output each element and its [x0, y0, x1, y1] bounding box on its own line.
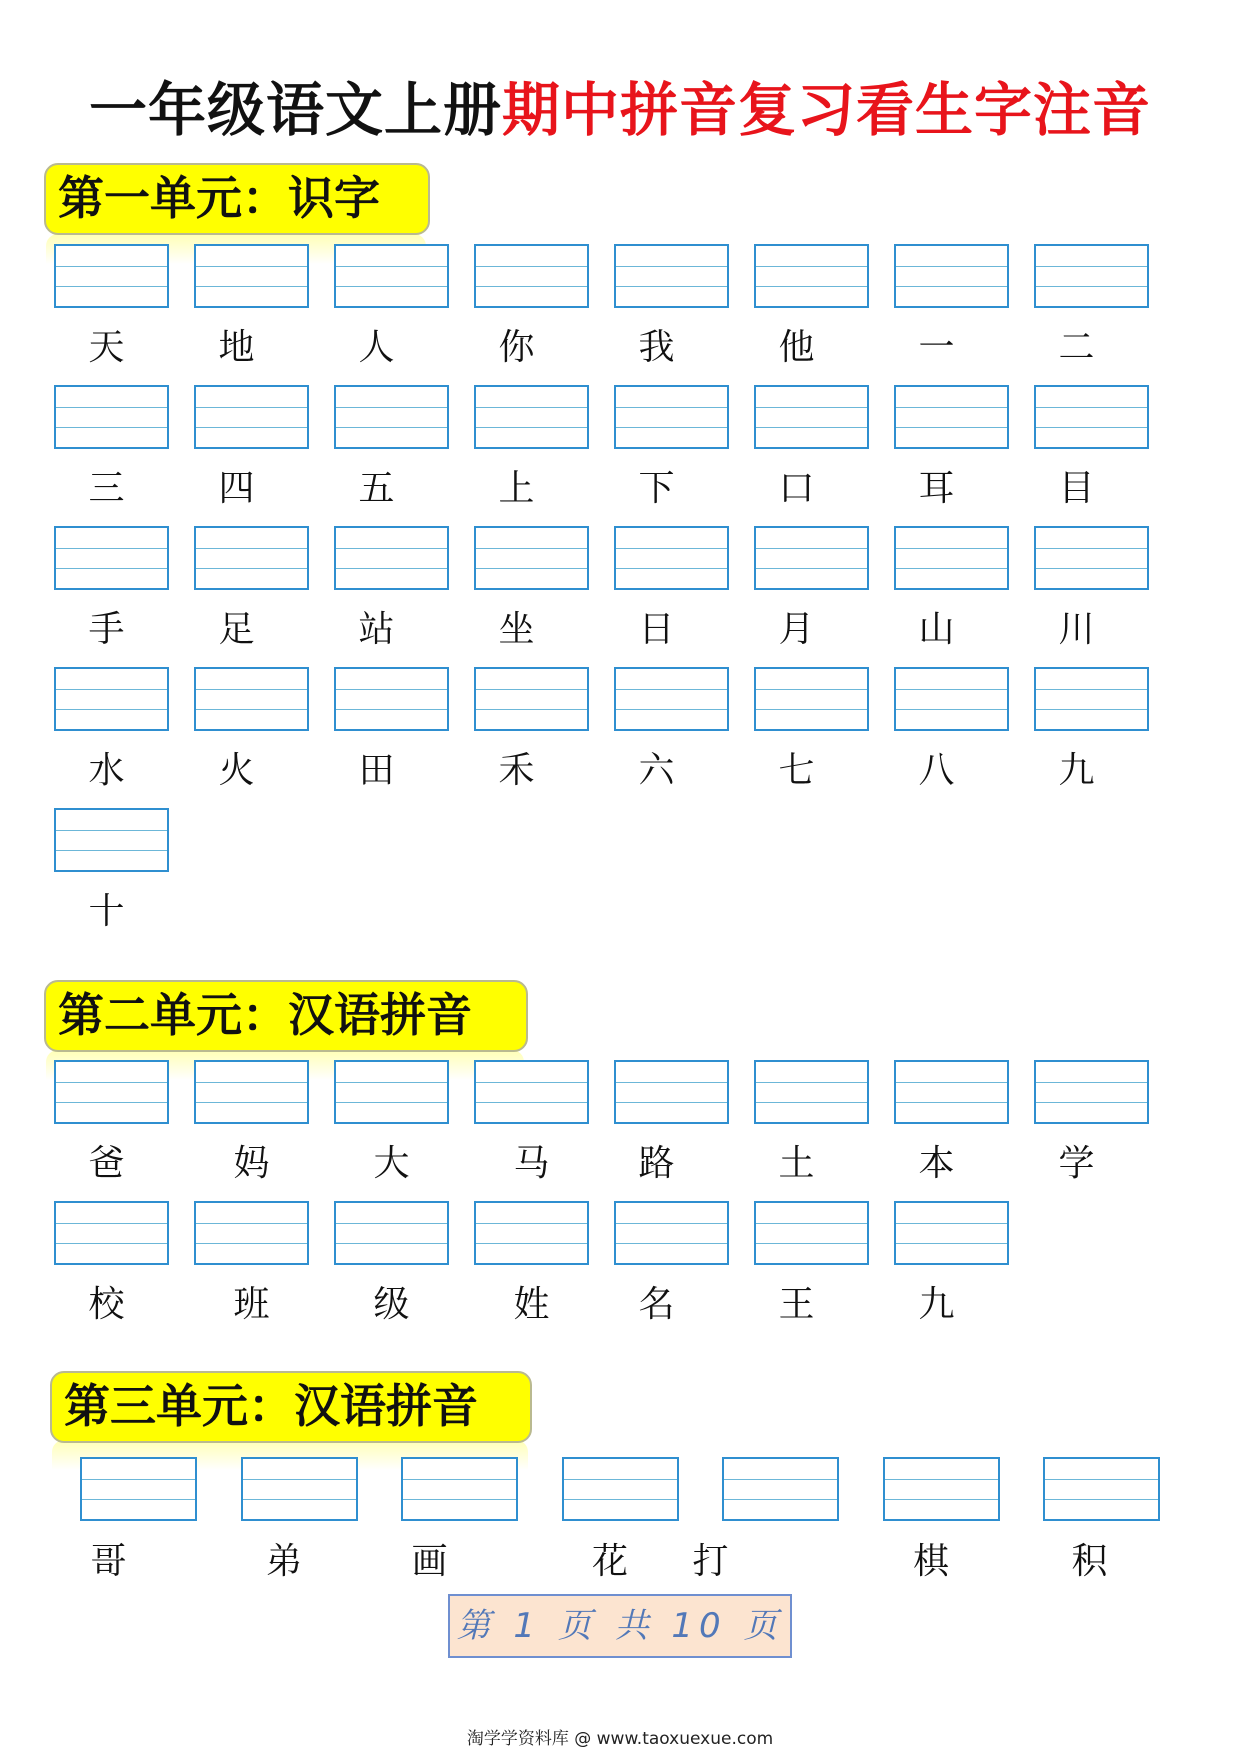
- character-label: 坐: [498, 609, 535, 650]
- pinyin-answer-box[interactable]: [474, 244, 589, 308]
- pinyin-answer-box[interactable]: [894, 385, 1009, 449]
- character-label: 打: [692, 1541, 729, 1582]
- character-label: 四: [218, 468, 255, 509]
- character-label: 山: [918, 609, 955, 650]
- pinyin-answer-box[interactable]: [1034, 526, 1149, 590]
- unit-3-header: 第三单元：汉语拼音: [50, 1371, 532, 1443]
- character-label: 六: [638, 750, 675, 791]
- pinyin-answer-box[interactable]: [54, 244, 169, 308]
- character-label: 三: [88, 468, 125, 509]
- character-label: 人: [358, 327, 395, 368]
- footer-watermark: 淘学学资料库 @ www.taoxuexue.com: [466, 1729, 774, 1749]
- pinyin-answer-box[interactable]: [894, 244, 1009, 308]
- character-label: 弟: [265, 1541, 302, 1582]
- pinyin-answer-box[interactable]: [894, 1060, 1009, 1124]
- character-label: 土: [778, 1143, 815, 1184]
- pinyin-answer-box[interactable]: [1043, 1457, 1160, 1521]
- pinyin-answer-box[interactable]: [754, 385, 869, 449]
- character-label: 上: [498, 468, 535, 509]
- character-label: 学: [1058, 1143, 1095, 1184]
- pinyin-answer-box[interactable]: [54, 385, 169, 449]
- pinyin-answer-box[interactable]: [614, 244, 729, 308]
- character-label: 田: [358, 750, 395, 791]
- character-label: 大: [373, 1143, 410, 1184]
- character-label: 月: [778, 609, 815, 650]
- pinyin-answer-box[interactable]: [474, 385, 589, 449]
- pinyin-answer-box[interactable]: [474, 1201, 589, 1265]
- pinyin-answer-box[interactable]: [194, 1201, 309, 1265]
- pinyin-answer-box[interactable]: [614, 385, 729, 449]
- character-label: 爸: [88, 1143, 125, 1184]
- pinyin-answer-box[interactable]: [562, 1457, 679, 1521]
- unit-2-header: 第二单元：汉语拼音: [44, 980, 528, 1052]
- pinyin-answer-box[interactable]: [754, 667, 869, 731]
- character-label: 我: [638, 327, 675, 368]
- character-label: 哥: [90, 1541, 127, 1582]
- character-label: 班: [233, 1284, 270, 1325]
- pinyin-answer-box[interactable]: [1034, 244, 1149, 308]
- character-label: 画: [411, 1541, 448, 1582]
- character-label: 路: [638, 1143, 675, 1184]
- pinyin-answer-box[interactable]: [334, 526, 449, 590]
- character-label: 九: [1058, 750, 1095, 791]
- character-label: 站: [358, 609, 395, 650]
- pinyin-answer-box[interactable]: [54, 1060, 169, 1124]
- character-label: 八: [918, 750, 955, 791]
- pinyin-answer-box[interactable]: [194, 244, 309, 308]
- pinyin-answer-box[interactable]: [883, 1457, 1000, 1521]
- pinyin-answer-box[interactable]: [194, 1060, 309, 1124]
- character-label: 花: [591, 1541, 628, 1582]
- character-label: 一: [918, 327, 955, 368]
- pinyin-answer-box[interactable]: [1034, 667, 1149, 731]
- pinyin-answer-box[interactable]: [334, 667, 449, 731]
- pinyin-answer-box[interactable]: [334, 244, 449, 308]
- character-label: 地: [218, 327, 255, 368]
- pinyin-answer-box[interactable]: [614, 526, 729, 590]
- pinyin-answer-box[interactable]: [722, 1457, 839, 1521]
- character-label: 二: [1058, 327, 1095, 368]
- character-label: 手: [88, 609, 125, 650]
- pinyin-answer-box[interactable]: [614, 667, 729, 731]
- pinyin-answer-box[interactable]: [334, 1060, 449, 1124]
- character-label: 足: [218, 609, 255, 650]
- title-topic-part: 期中拼音复习看生字注音: [502, 76, 1152, 144]
- character-label: 他: [778, 327, 815, 368]
- pinyin-answer-box[interactable]: [754, 1060, 869, 1124]
- character-label: 马: [513, 1143, 550, 1184]
- pinyin-answer-box[interactable]: [54, 1201, 169, 1265]
- character-label: 姓: [513, 1284, 550, 1325]
- character-label: 目: [1058, 468, 1095, 509]
- pinyin-answer-box[interactable]: [334, 1201, 449, 1265]
- pinyin-answer-box[interactable]: [894, 526, 1009, 590]
- character-label: 天: [88, 327, 125, 368]
- page-indicator: 第 1 页 共 10 页: [448, 1594, 792, 1658]
- character-label: 火: [218, 750, 255, 791]
- pinyin-answer-box[interactable]: [194, 526, 309, 590]
- pinyin-answer-box[interactable]: [474, 1060, 589, 1124]
- character-label: 名: [638, 1284, 675, 1325]
- pinyin-answer-box[interactable]: [334, 385, 449, 449]
- pinyin-answer-box[interactable]: [754, 526, 869, 590]
- pinyin-answer-box[interactable]: [1034, 1060, 1149, 1124]
- character-label: 棋: [912, 1541, 949, 1582]
- pinyin-answer-box[interactable]: [894, 1201, 1009, 1265]
- character-label: 水: [88, 750, 125, 791]
- character-label: 九: [918, 1284, 955, 1325]
- pinyin-answer-box[interactable]: [401, 1457, 518, 1521]
- pinyin-answer-box[interactable]: [894, 667, 1009, 731]
- character-label: 耳: [918, 468, 955, 509]
- unit-1-header: 第一单元：识字: [44, 163, 430, 235]
- character-label: 十: [88, 891, 125, 932]
- title-grade-part: 一年级语文上册: [88, 76, 502, 144]
- pinyin-answer-box[interactable]: [754, 1201, 869, 1265]
- character-label: 本: [918, 1143, 955, 1184]
- character-label: 七: [778, 750, 815, 791]
- character-label: 川: [1058, 609, 1095, 650]
- pinyin-answer-box[interactable]: [1034, 385, 1149, 449]
- pinyin-answer-box[interactable]: [54, 808, 169, 872]
- character-label: 校: [88, 1284, 125, 1325]
- character-label: 级: [373, 1284, 410, 1325]
- pinyin-answer-box[interactable]: [194, 385, 309, 449]
- character-label: 积: [1071, 1541, 1108, 1582]
- pinyin-answer-box[interactable]: [80, 1457, 197, 1521]
- character-label: 王: [778, 1284, 815, 1325]
- character-label: 妈: [233, 1143, 270, 1184]
- pinyin-answer-box[interactable]: [54, 526, 169, 590]
- pinyin-answer-box[interactable]: [614, 1060, 729, 1124]
- character-label: 禾: [498, 750, 535, 791]
- pinyin-answer-box[interactable]: [194, 667, 309, 731]
- character-label: 日: [638, 609, 675, 650]
- pinyin-answer-box[interactable]: [474, 526, 589, 590]
- character-label: 下: [638, 468, 675, 509]
- pinyin-answer-box[interactable]: [474, 667, 589, 731]
- pinyin-answer-box[interactable]: [241, 1457, 358, 1521]
- pinyin-answer-box[interactable]: [54, 667, 169, 731]
- pinyin-answer-box[interactable]: [614, 1201, 729, 1265]
- pinyin-answer-box[interactable]: [754, 244, 869, 308]
- character-label: 五: [358, 468, 395, 509]
- character-label: 你: [498, 327, 535, 368]
- character-label: 口: [778, 468, 815, 509]
- page-title: [0, 70, 1240, 150]
